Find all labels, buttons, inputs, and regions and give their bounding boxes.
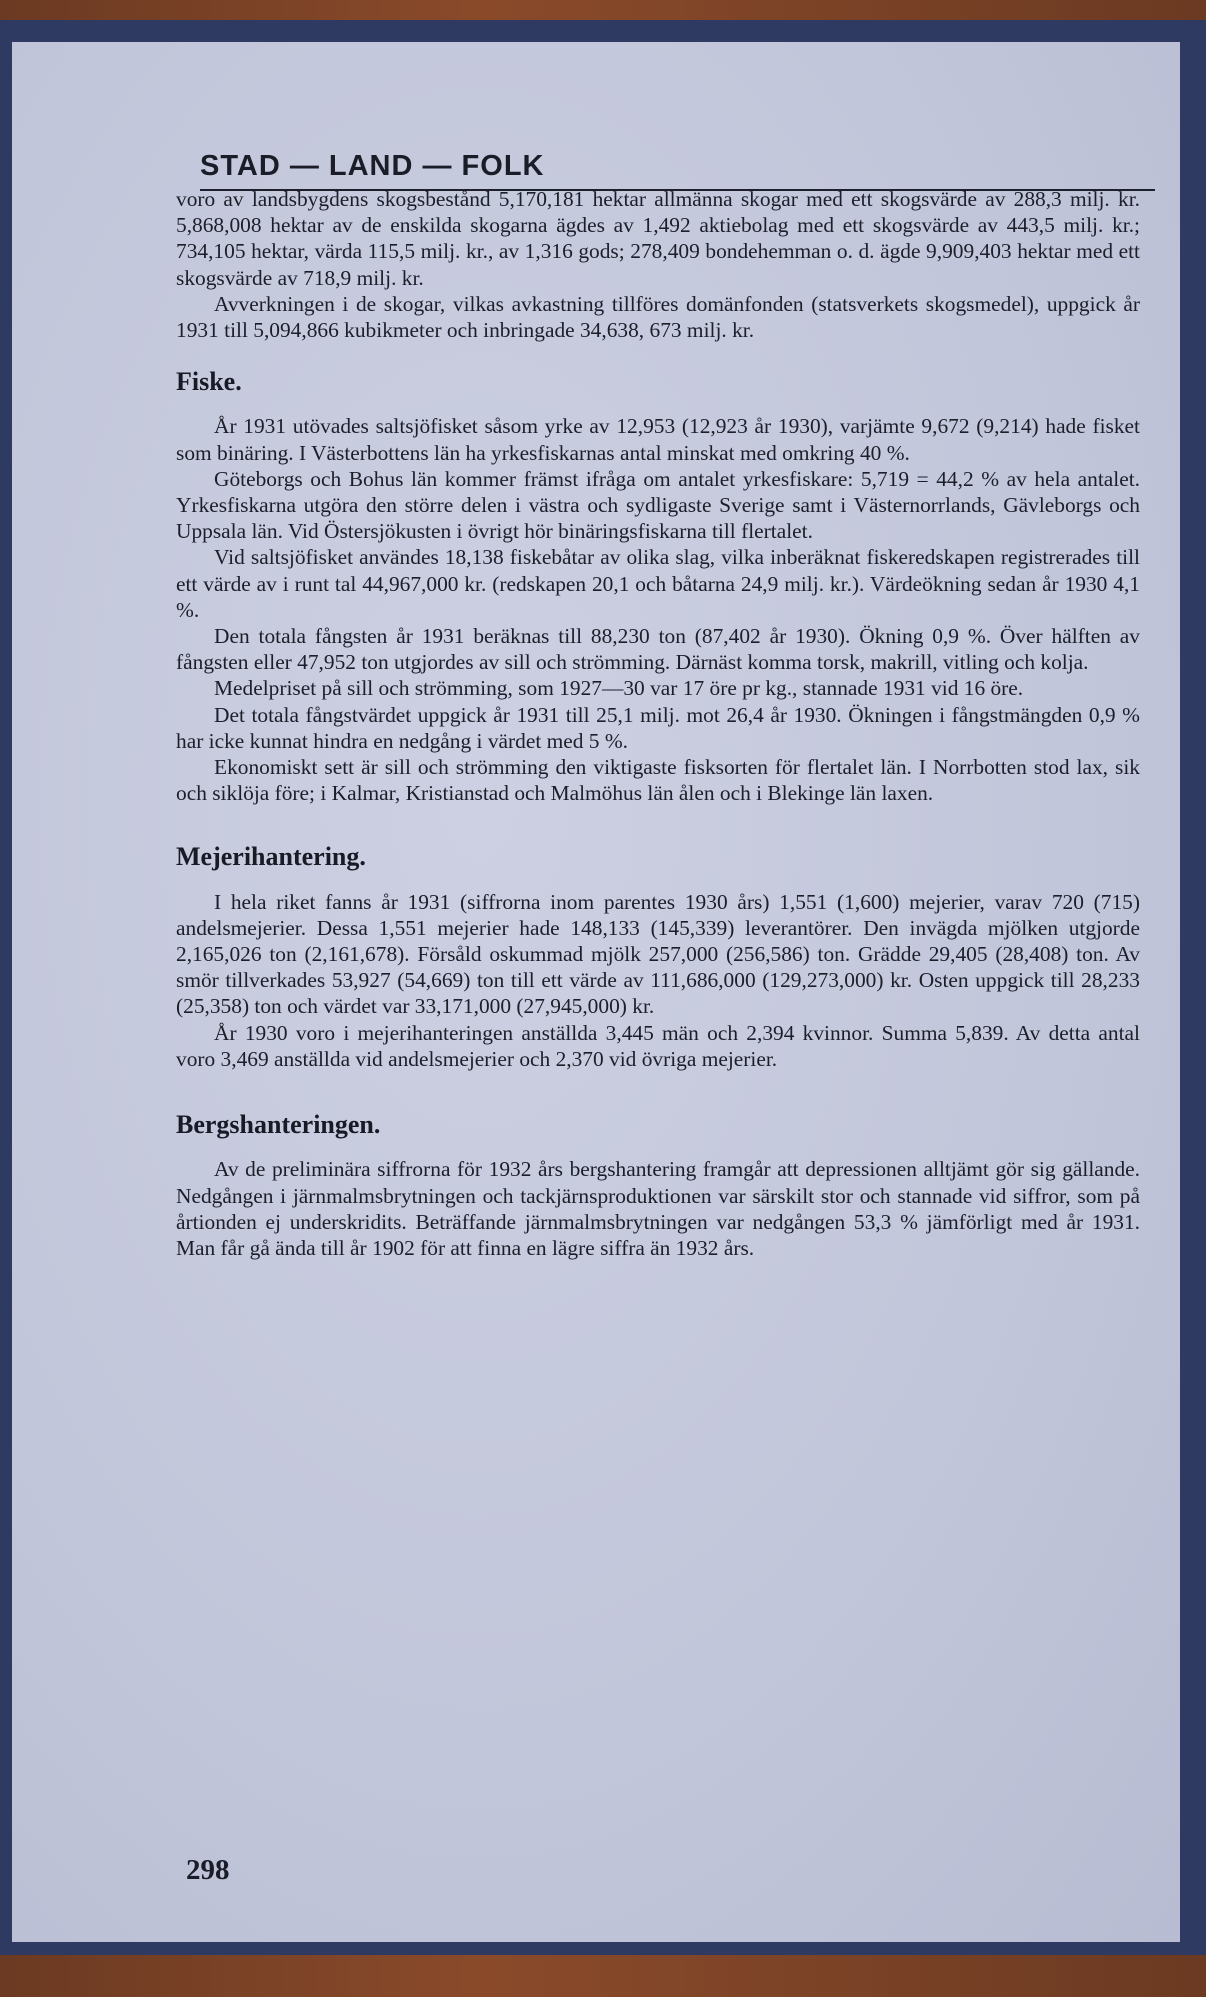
mejeri-paragraph: I hela riket fanns år 1931 (siffrorna inom parentes 1930 års) 1,551 (1,600) mejerier, varav 720 (715) andelsmejerier. Dessa 1,551 mejerier hade 148,133 (145,339) leverantörer. Den invägda mjölken utgjorde 2,165,026 ton (2,161,678). Försåld oskummad mjölk 257,000 (256,586) ton. Grädde 29,405 (28,408) ton. Av smör tillverkades 53,927 (54,669) ton till ett värde av 111,686,000 (129,273,000) kr. Osten uppgick till 28,233 (25,358) ton och värdet var 33,171,000 (27,945,000) kr. [176, 889, 1140, 1019]
page-header [200, 150, 1155, 191]
intro-paragraph: Avverkningen i de skogar, vilkas avkastning tillföres domänfonden (statsverkets skogsmedel), uppgick år 1931 till 5,094,866 kubikmeter och inbringade 34,638, 673 milj. kr. [176, 291, 1140, 343]
section-heading-mejerihantering: Mejerihantering. [176, 842, 366, 872]
fiske-paragraph: Medelpriset på sill och strömming, som 1927—30 var 17 öre pr kg., stannade 1931 vid 16 öre. [214, 676, 1024, 701]
bergs-paragraph: Av de preliminära siffrorna för 1932 års bergshantering framgår att depressionen alltjämt gör sig gällande. Nedgången i järnmalmsbrytningen och tackjärnsproduktionen var särskilt stor och stannade vid siffror, som på årtionden ej underskridits. Beträffande järnmalmsbrytningen var nedgången 53,3 % jämförligt med år 1931. Man får gå ända till år 1902 för att finna en lägre siffra än 1932 års. [176, 1157, 1140, 1260]
fiske-paragraph: År 1931 utövades saltsjöfisket såsom yrke av 12,953 (12,923 år 1930), varjämte 9,672 (9,214) hade fisket som binäring. I Västerbottens län ha yrkesfiskarnas antal minskat med omkring 40 %. [176, 414, 1140, 465]
mejeri-paragraph: År 1930 voro i mejerihanteringen anställda 3,445 män och 2,394 kvinnor. Summa 5,839. Av detta antal voro 3,469 anställda vid andelsmejerier och 2,370 vid övriga mejerier. [176, 1020, 1140, 1071]
section-heading-bergshanteringen: Bergshanteringen. [176, 1110, 381, 1140]
fiske-paragraph: Den totala fångsten år 1931 beräknas till 88,230 ton (87,402 år 1930). Ökning 0,9 %. Över hälften av fångsten eller 47,952 ton utgjordes av sill och strömming. Därnäst komma torsk, makrill, vitling och kolja. [176, 624, 1140, 675]
page-number: 298 [186, 1854, 230, 1886]
fiske-paragraph: Ekonomiskt sett är sill och strömming den viktigaste fisksorten för flertalet län. I Norrbotten stod lax, sik och siklöja före; i Kalmar, Kristianstad och Malmöhus län ålen och i Blekinge län laxen. [176, 755, 1140, 806]
intro-paragraph: voro av landsbygdens skogsbestånd 5,170,181 hektar allmänna skogar med ett skogsvärde av 288,3 milj. kr. 5,868,008 hektar av de enskilda skogarna ägdes av 1,492 aktiebolag med ett skogsvärde av 443,5 milj. kr.; 734,105 hektar, värda 115,5 milj. kr., av 1,316 gods; 278,409 bondehemman o. d. ägde 9,909,403 hektar med ett skogsvärde av 718,9 milj. kr. [176, 187, 1140, 290]
fiske-paragraph: Vid saltsjöfisket användes 18,138 fiskebåtar av olika slag, vilka inberäknat fiskeredskapen registrerades till ett värde av i runt tal 44,967,000 kr. (redskapen 20,1 och båtarna 24,9 milj. kr.). Värdeökning sedan år 1930 4,1 %. [176, 545, 1140, 622]
page-body [176, 186, 1140, 1261]
section-heading-fiske: Fiske. [176, 367, 242, 397]
running-title: STAD — LAND — FOLK [200, 150, 545, 182]
fiske-paragraph: Det totala fångstvärdet uppgick år 1931 till 25,1 milj. mot 26,4 år 1930. Ökningen i fångstmängden 0,9 % har icke kunnat hindra en nedgång i värdet med 5 %. [176, 702, 1140, 753]
fiske-paragraph: Göteborgs och Bohus län kommer främst ifråga om antalet yrkesfiskare: 5,719 = 44,2 % av hela antalet. Yrkesfiskarna utgöra den större delen i västra och sydligaste Sverige samt i Västernorrlands, Gävleborgs och Uppsala län. Vid Östersjökusten i övrigt hör binäringsfiskarna till flertalet. [176, 466, 1140, 544]
